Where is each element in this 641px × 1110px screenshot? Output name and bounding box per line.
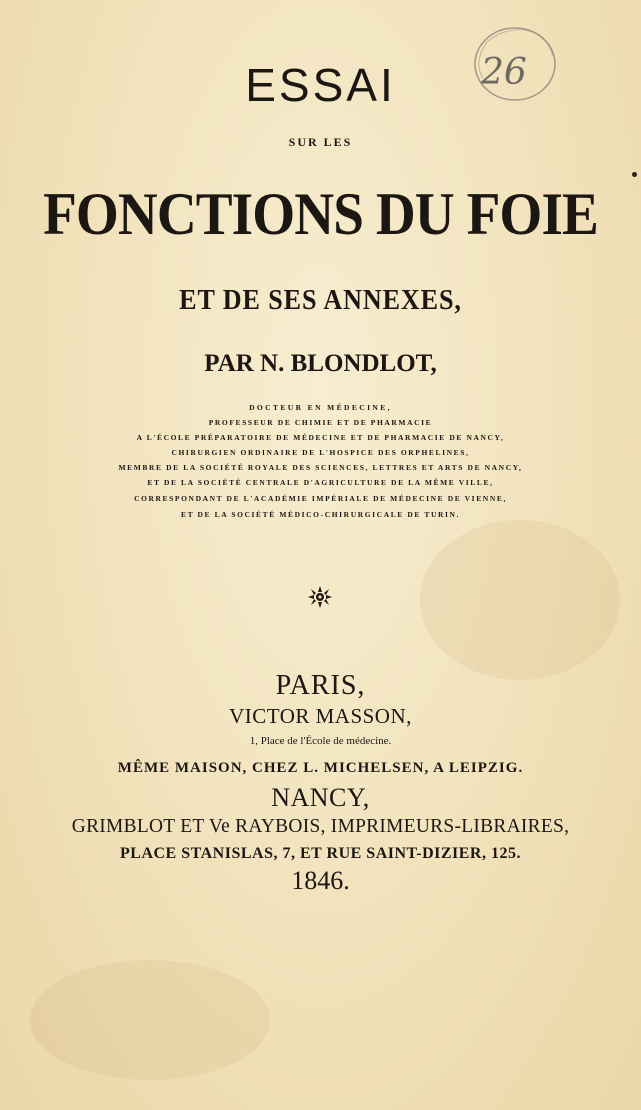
- sur-les-line: SUR LES: [288, 135, 353, 149]
- imprint-city-2: NANCY,: [271, 783, 370, 812]
- credential-line: A L'ÉCOLE PRÉPARATOIRE DE MÉDECINE ET DE PHARMACIE DE NANCY,: [136, 433, 505, 442]
- imprint-publisher: VICTOR MASSON,: [229, 704, 412, 728]
- subtitle: ET DE SES ANNEXES,: [179, 284, 462, 316]
- essai-title: ESSAI: [245, 59, 396, 111]
- imprint-year: 1846.: [291, 866, 350, 895]
- fleuron-ornament-icon: [305, 584, 335, 610]
- credential-line: DOCTEUR EN MÉDECINE,: [249, 403, 392, 412]
- credential-line: CORRESPONDANT DE L'ACADÉMIE IMPÉRIALE DE MÉDECINE DE VIENNE,: [134, 494, 507, 503]
- paper-stain: [420, 520, 620, 680]
- author-line: PAR N. BLONDLOT,: [204, 350, 437, 377]
- credential-line: ET DE LA SOCIÉTÉ CENTRALE D'AGRICULTURE DE LA MÊME VILLE,: [147, 478, 494, 487]
- imprint-city: PARIS,: [275, 670, 366, 701]
- ink-dot: [632, 172, 637, 177]
- credential-line: MEMBRE DE LA SOCIÉTÉ ROYALE DES SCIENCES, LETTRES ET ARTS DE NANCY,: [118, 463, 523, 472]
- imprint-address: 1, Place de l'École de médecine.: [249, 735, 392, 747]
- credential-line: PROFESSEUR DE CHIMIE ET DE PHARMACIE: [208, 418, 433, 427]
- imprint-printers: GRIMBLOT ET Ve RAYBOIS, IMPRIMEURS-LIBRAIRES,: [71, 815, 570, 837]
- main-title: FONCTIONS DU FOIE: [43, 181, 598, 247]
- imprint-same-house: MÊME MAISON, CHEZ L. MICHELSEN, A LEIPZIG.: [117, 760, 524, 776]
- paper-stain: [30, 960, 270, 1080]
- imprint-printers-address: PLACE STANISLAS, 7, ET RUE SAINT-DIZIER, 125.: [120, 845, 521, 862]
- stamp-number-text: 26: [481, 52, 527, 93]
- credential-line: CHIRURGIEN ORDINAIRE DE L'HOSPICE DES ORPHELINES,: [171, 448, 470, 457]
- credential-line: ET DE LA SOCIÉTÉ MÉDICO-CHIRURGICALE DE TURIN.: [181, 510, 460, 519]
